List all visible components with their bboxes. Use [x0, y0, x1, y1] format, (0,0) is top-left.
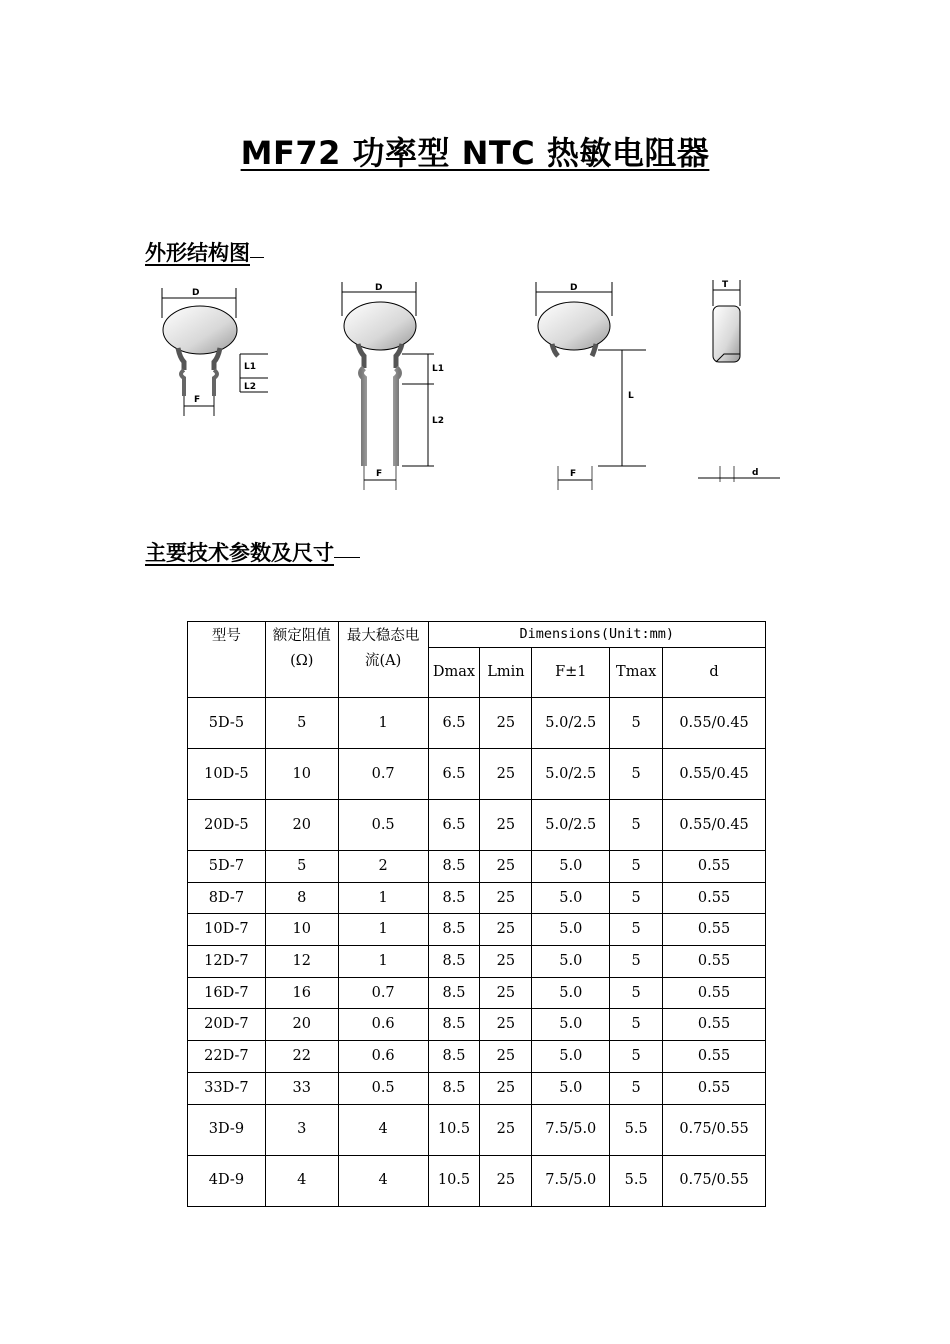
header-f: F±1 [532, 648, 610, 698]
fig3-label-d: D [570, 283, 578, 293]
page-title-text: MF72 功率型 NTC 热敏电阻器 [240, 134, 710, 172]
fig3-label-f: F [570, 469, 577, 479]
cell-current: 1 [338, 946, 428, 978]
cell-model: 22D-7 [188, 1041, 266, 1073]
cell-current: 0.7 [338, 977, 428, 1009]
cell-tmax: 5.5 [610, 1104, 663, 1155]
cell-d: 0.55/0.45 [663, 749, 766, 800]
cell-lmin: 25 [480, 800, 532, 851]
header-current: 最大稳态电流(A) [338, 622, 428, 698]
cell-d: 0.55 [663, 1041, 766, 1073]
cell-current: 1 [338, 698, 428, 749]
fig1-label-d: D [192, 288, 200, 298]
cell-tmax: 5 [610, 698, 663, 749]
fig1-label-l1: L1 [244, 362, 256, 372]
cell-f: 5.0 [532, 1072, 610, 1104]
cell-lmin: 25 [480, 1072, 532, 1104]
cell-lmin: 25 [480, 1041, 532, 1073]
cell-f: 7.5/5.0 [532, 1155, 610, 1206]
cell-f: 7.5/5.0 [532, 1104, 610, 1155]
cell-f: 5.0 [532, 914, 610, 946]
cell-model: 8D-7 [188, 882, 266, 914]
cell-current: 4 [338, 1104, 428, 1155]
header-tmax: Tmax [610, 648, 663, 698]
cell-resistance: 8 [265, 882, 338, 914]
cell-dmax: 6.5 [428, 698, 480, 749]
outline-drawings [140, 270, 820, 500]
cell-resistance: 3 [265, 1104, 338, 1155]
cell-model: 10D-5 [188, 749, 266, 800]
cell-lmin: 25 [480, 851, 532, 883]
cell-resistance: 33 [265, 1072, 338, 1104]
cell-d: 0.75/0.55 [663, 1155, 766, 1206]
cell-d: 0.55/0.45 [663, 698, 766, 749]
header-model: 型号 [188, 622, 266, 698]
cell-tmax: 5 [610, 800, 663, 851]
cell-dmax: 8.5 [428, 946, 480, 978]
cell-resistance: 10 [265, 914, 338, 946]
cell-model: 10D-7 [188, 914, 266, 946]
cell-d: 0.55 [663, 882, 766, 914]
cell-model: 33D-7 [188, 1072, 266, 1104]
cell-d: 0.55 [663, 914, 766, 946]
cell-lmin: 25 [480, 882, 532, 914]
cell-f: 5.0 [532, 946, 610, 978]
page-title [0, 128, 950, 174]
cell-dmax: 8.5 [428, 1072, 480, 1104]
table-row [188, 1041, 766, 1073]
header-dimensions: Dimensions(Unit:mm) [428, 622, 765, 648]
cell-current: 2 [338, 851, 428, 883]
cell-lmin: 25 [480, 1104, 532, 1155]
header-d: d [663, 648, 766, 698]
table-row [188, 698, 766, 749]
cell-d: 0.55 [663, 946, 766, 978]
section-params-heading [145, 537, 360, 567]
cell-tmax: 5 [610, 914, 663, 946]
cell-f: 5.0/2.5 [532, 698, 610, 749]
cell-lmin: 25 [480, 1009, 532, 1041]
cell-dmax: 6.5 [428, 800, 480, 851]
cell-resistance: 10 [265, 749, 338, 800]
fig2-label-f: F [376, 469, 383, 479]
cell-model: 5D-7 [188, 851, 266, 883]
cell-dmax: 8.5 [428, 851, 480, 883]
cell-current: 0.5 [338, 1072, 428, 1104]
cell-tmax: 5 [610, 882, 663, 914]
table-row [188, 1104, 766, 1155]
cell-resistance: 20 [265, 1009, 338, 1041]
cell-lmin: 25 [480, 749, 532, 800]
table-row [188, 851, 766, 883]
fig2-label-d: D [375, 283, 383, 293]
cell-lmin: 25 [480, 1155, 532, 1206]
cell-tmax: 5 [610, 977, 663, 1009]
header-lmin: Lmin [480, 648, 532, 698]
table-row [188, 977, 766, 1009]
cell-d: 0.55/0.45 [663, 800, 766, 851]
cell-model: 20D-5 [188, 800, 266, 851]
table-row [188, 1155, 766, 1206]
table-row [188, 882, 766, 914]
cell-current: 0.5 [338, 800, 428, 851]
table-row [188, 749, 766, 800]
table-row [188, 946, 766, 978]
table-row [188, 914, 766, 946]
cell-f: 5.0/2.5 [532, 749, 610, 800]
cell-resistance: 5 [265, 698, 338, 749]
cell-d: 0.55 [663, 977, 766, 1009]
fig2-label-l1: L1 [432, 364, 444, 374]
cell-model: 3D-9 [188, 1104, 266, 1155]
cell-dmax: 8.5 [428, 1041, 480, 1073]
cell-resistance: 5 [265, 851, 338, 883]
table-row [188, 800, 766, 851]
cell-dmax: 10.5 [428, 1104, 480, 1155]
cell-model: 5D-5 [188, 698, 266, 749]
cell-dmax: 6.5 [428, 749, 480, 800]
cell-dmax: 10.5 [428, 1155, 480, 1206]
cell-dmax: 8.5 [428, 914, 480, 946]
cell-tmax: 5 [610, 749, 663, 800]
cell-lmin: 25 [480, 698, 532, 749]
cell-current: 4 [338, 1155, 428, 1206]
cell-f: 5.0/2.5 [532, 800, 610, 851]
fig3-label-l: L [628, 391, 634, 401]
cell-current: 0.6 [338, 1041, 428, 1073]
figure-side-view [698, 280, 780, 482]
fig4-label-d: d [752, 468, 759, 478]
section-params-text: 主要技术参数及尺寸 [145, 541, 334, 565]
fig1-label-f: F [194, 395, 201, 405]
table-row [188, 1009, 766, 1041]
table-header-row-1 [188, 622, 766, 648]
figure-kinked-short [162, 288, 268, 416]
cell-tmax: 5 [610, 1072, 663, 1104]
cell-resistance: 20 [265, 800, 338, 851]
cell-f: 5.0 [532, 882, 610, 914]
cell-model: 4D-9 [188, 1155, 266, 1206]
cell-tmax: 5 [610, 1041, 663, 1073]
cell-d: 0.55 [663, 1009, 766, 1041]
cell-tmax: 5 [610, 946, 663, 978]
cell-lmin: 25 [480, 914, 532, 946]
cell-tmax: 5.5 [610, 1155, 663, 1206]
header-resistance: 额定阻值(Ω) [265, 622, 338, 698]
cell-d: 0.55 [663, 1072, 766, 1104]
table-row [188, 1072, 766, 1104]
cell-f: 5.0 [532, 1009, 610, 1041]
cell-d: 0.75/0.55 [663, 1104, 766, 1155]
figure-straight [536, 282, 646, 490]
cell-lmin: 25 [480, 977, 532, 1009]
cell-resistance: 12 [265, 946, 338, 978]
fig1-label-l2: L2 [244, 382, 256, 392]
cell-dmax: 8.5 [428, 1009, 480, 1041]
cell-d: 0.55 [663, 851, 766, 883]
cell-current: 0.7 [338, 749, 428, 800]
cell-lmin: 25 [480, 946, 532, 978]
cell-tmax: 5 [610, 1009, 663, 1041]
cell-f: 5.0 [532, 977, 610, 1009]
header-dmax: Dmax [428, 648, 480, 698]
figure-kinked-long [342, 282, 444, 490]
cell-f: 5.0 [532, 851, 610, 883]
cell-f: 5.0 [532, 1041, 610, 1073]
cell-dmax: 8.5 [428, 977, 480, 1009]
cell-resistance: 16 [265, 977, 338, 1009]
fig4-label-t: T [722, 280, 729, 290]
cell-dmax: 8.5 [428, 882, 480, 914]
cell-model: 12D-7 [188, 946, 266, 978]
cell-current: 1 [338, 882, 428, 914]
spec-table [187, 621, 766, 1207]
section-outline-text: 外形结构图 [145, 241, 250, 265]
cell-current: 1 [338, 914, 428, 946]
cell-resistance: 22 [265, 1041, 338, 1073]
cell-model: 16D-7 [188, 977, 266, 1009]
cell-tmax: 5 [610, 851, 663, 883]
cell-current: 0.6 [338, 1009, 428, 1041]
section-outline-heading [145, 237, 264, 267]
cell-model: 20D-7 [188, 1009, 266, 1041]
fig2-label-l2: L2 [432, 416, 444, 426]
cell-resistance: 4 [265, 1155, 338, 1206]
